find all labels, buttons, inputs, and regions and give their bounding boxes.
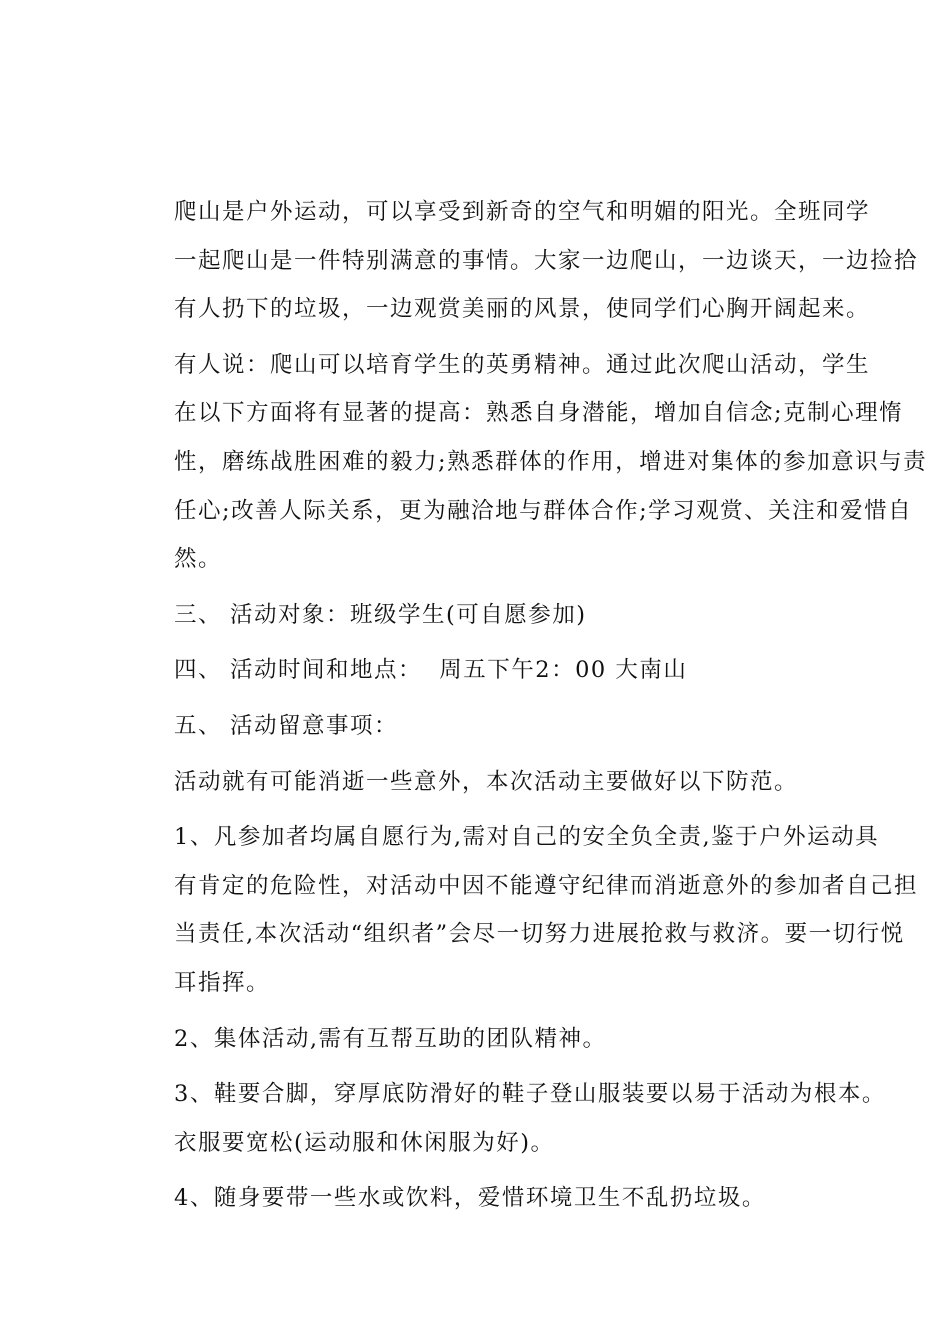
- text-line: 1、凡参加者均属自愿行为,需对自己的安全负全责,鉴于户外运动具: [174, 824, 880, 851]
- section-number: 四、: [174, 657, 223, 684]
- document-body: [128, 188, 928, 1230]
- text-line: 爬山是户外运动，可以享受到新奇的空气和明媚的阳光。全班同学: [174, 199, 871, 225]
- paragraph-intro-climbing: [128, 188, 919, 334]
- text-line: 有人扔下的垃圾，一边观赏美丽的风景，使同学们心胸开阔起来。: [174, 296, 871, 323]
- text-line: 任心;改善人际关系，更为融洽地与群体合作;学习观赏、关注和爱惜自: [174, 497, 913, 524]
- section-number: 五、: [174, 712, 223, 739]
- text-line: 当责任,本次活动“组织者”会尽一切努力进展抢救与救济。要一切行悦: [174, 921, 905, 948]
- text-line: 在以下方面将有显著的提高：熟悉自身潜能，增加自信念;克制心理惰: [174, 400, 904, 427]
- section-text: 活动留意事项：: [230, 712, 399, 739]
- rule-item-4: [128, 1174, 833, 1223]
- rule-item-1: [128, 813, 919, 1007]
- text-line: 然。: [174, 546, 223, 573]
- text-line: 有肯定的危险性，对活动中因不能遵守纪律而消逝意外的参加者自己担: [174, 872, 919, 899]
- rule-item-2: [128, 1015, 833, 1064]
- text-line: 3、鞋要合脚，穿厚底防滑好的鞋子登山服装要以易于活动为根本。: [174, 1081, 886, 1108]
- text-line: 耳指挥。: [174, 969, 271, 996]
- section-text: 活动时间和地点： 周五下午2：00 大南山: [230, 657, 688, 684]
- section-notes: [128, 702, 833, 751]
- section-time-place: [128, 646, 833, 695]
- section-text: 活动对象：班级学生(可自愿参加): [230, 601, 587, 628]
- text-line: 性，磨练战胜困难的毅力;熟悉群体的作用，增进对集体的参加意识与责: [174, 448, 928, 475]
- section-target: [128, 591, 833, 640]
- text-line: 有人说：爬山可以培育学生的英勇精神。通过此次爬山活动，学生: [174, 351, 871, 378]
- text-line: 一起爬山是一件特别满意的事情。大家一边爬山，一边谈天，一边捡拾: [174, 247, 919, 274]
- notes-intro-text: 活动就有可能消逝一些意外，本次活动主要做好以下防范。: [174, 768, 799, 795]
- rule-item-3: [128, 1070, 886, 1167]
- text-line: 4、随身要带一些水或饮料，爱惜环境卫生不乱扔垃圾。: [174, 1185, 766, 1212]
- text-line: 2、集体活动,需有互帮互助的团队精神。: [174, 1025, 607, 1052]
- notes-intro: [128, 758, 833, 807]
- section-number: 三、: [174, 601, 223, 628]
- text-line: 衣服要宽松(运动服和休闲服为好)。: [174, 1129, 555, 1156]
- paragraph-benefits: [128, 341, 928, 584]
